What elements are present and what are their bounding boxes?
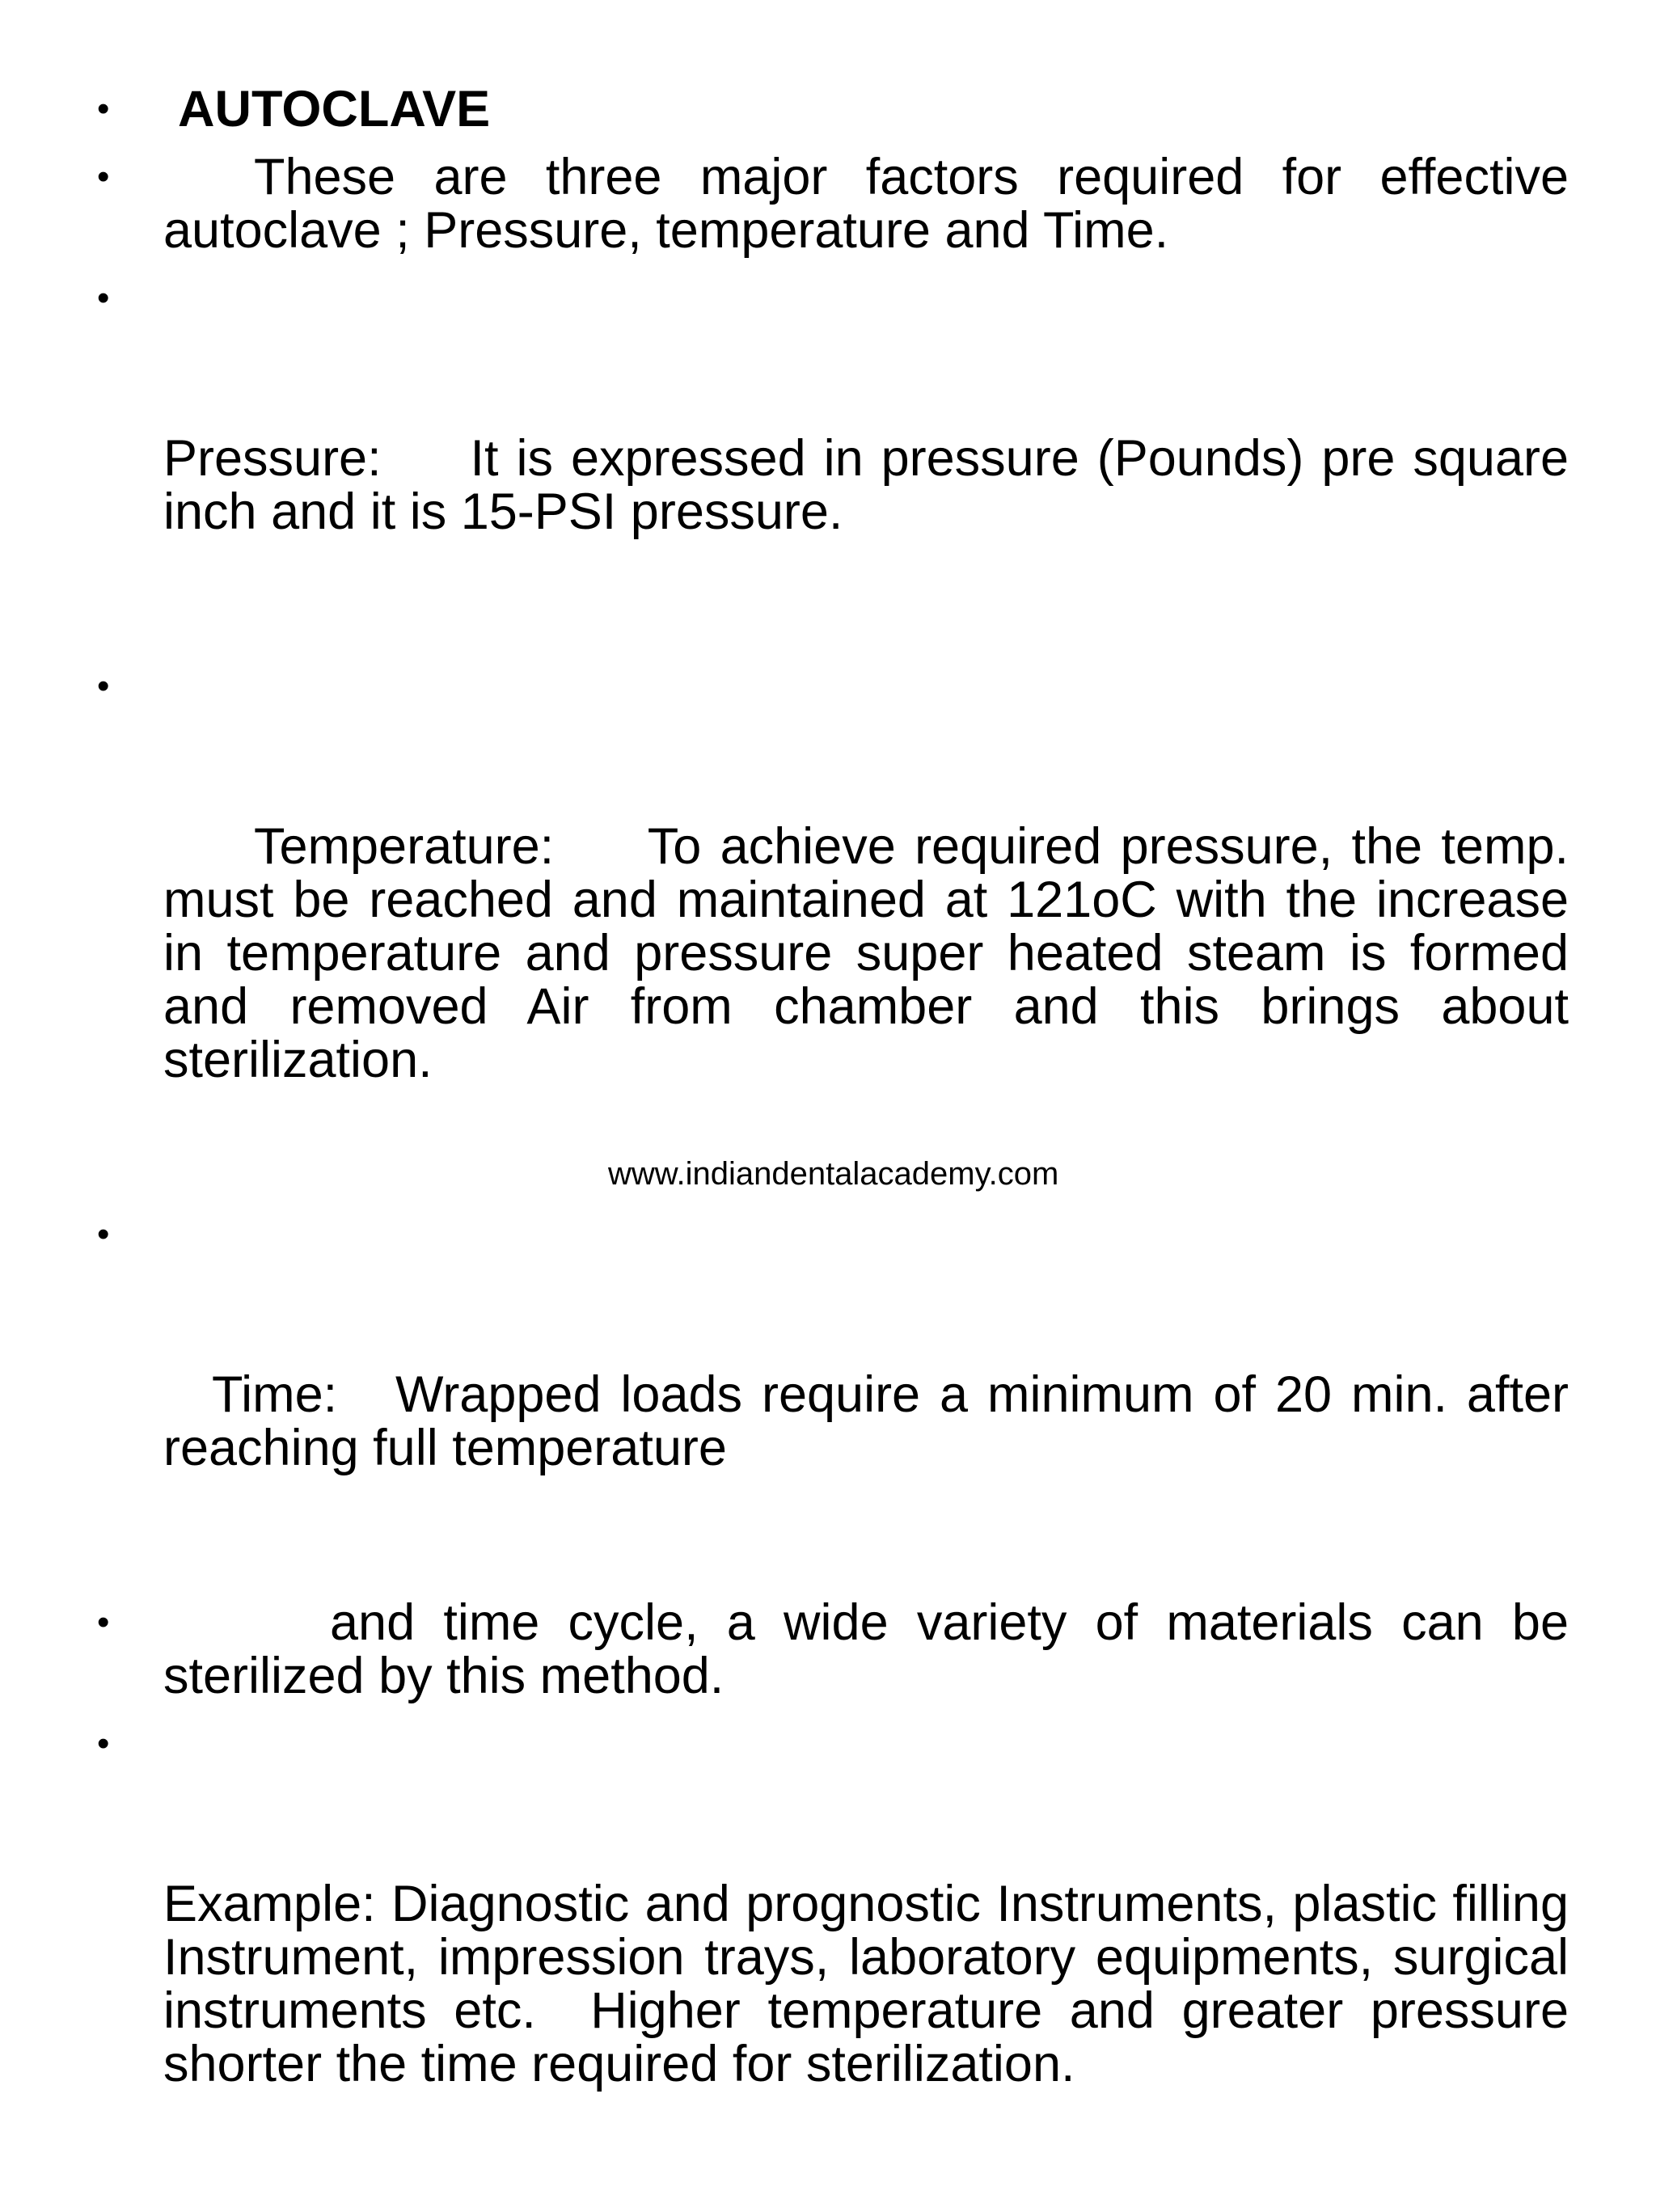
bullet-item-temperature (97, 660, 1583, 1193)
bullet-item-time (97, 1208, 1583, 1581)
bullet-text: Example: Diagnostic and prognostic Instruments, plastic filling Instrument, impression trays, laboratory equipments, surgical instruments etc. Higher temperature and greater pressure shorter the time required for sterilization. (163, 1876, 1583, 2092)
bullet-text: and time cycle, a wide variety of materials can be sterilized by this method. (163, 1594, 1569, 1704)
bullet-icon: • (97, 1214, 110, 1254)
bullet-icon: • (97, 89, 110, 129)
bullet-item-time-cycle (97, 1596, 1569, 1703)
bullet-item-factors (97, 150, 1569, 257)
bullet-icon: • (97, 1724, 110, 1763)
bullet-text: These are three major factors required for effective autoclave ; Pressure, temperature and Time. (163, 149, 1569, 259)
bullet-list (97, 81, 1583, 2212)
bullet-item-autoclave (97, 82, 1569, 136)
slide-heading: AUTOCLAVE (178, 81, 491, 137)
bullet-text: Temperature: To achieve required pressure, the temp. must be reached and maintained at 121oC with the increase in temperature and pressure super heated steam is formed and removed Air from chamber and this brings about sterilization. (163, 818, 1583, 1088)
bullet-text: Pressure: It is expressed in pressure (Pounds) pre square inch and it is 15-PSI pressure. (163, 430, 1583, 540)
bullet-text: Time: Wrapped loads require a minimum of 20 min. after reaching full temperature (163, 1366, 1583, 1476)
bullet-item-pressure (97, 272, 1583, 645)
bullet-icon: • (97, 278, 110, 318)
bullet-item-example (97, 1717, 1583, 2197)
bullet-icon: • (97, 666, 110, 706)
watermark-url: www.indiandentalacademy.com (608, 1156, 1059, 1192)
bullet-icon: • (97, 157, 110, 196)
bullet-icon: • (97, 1602, 110, 1642)
